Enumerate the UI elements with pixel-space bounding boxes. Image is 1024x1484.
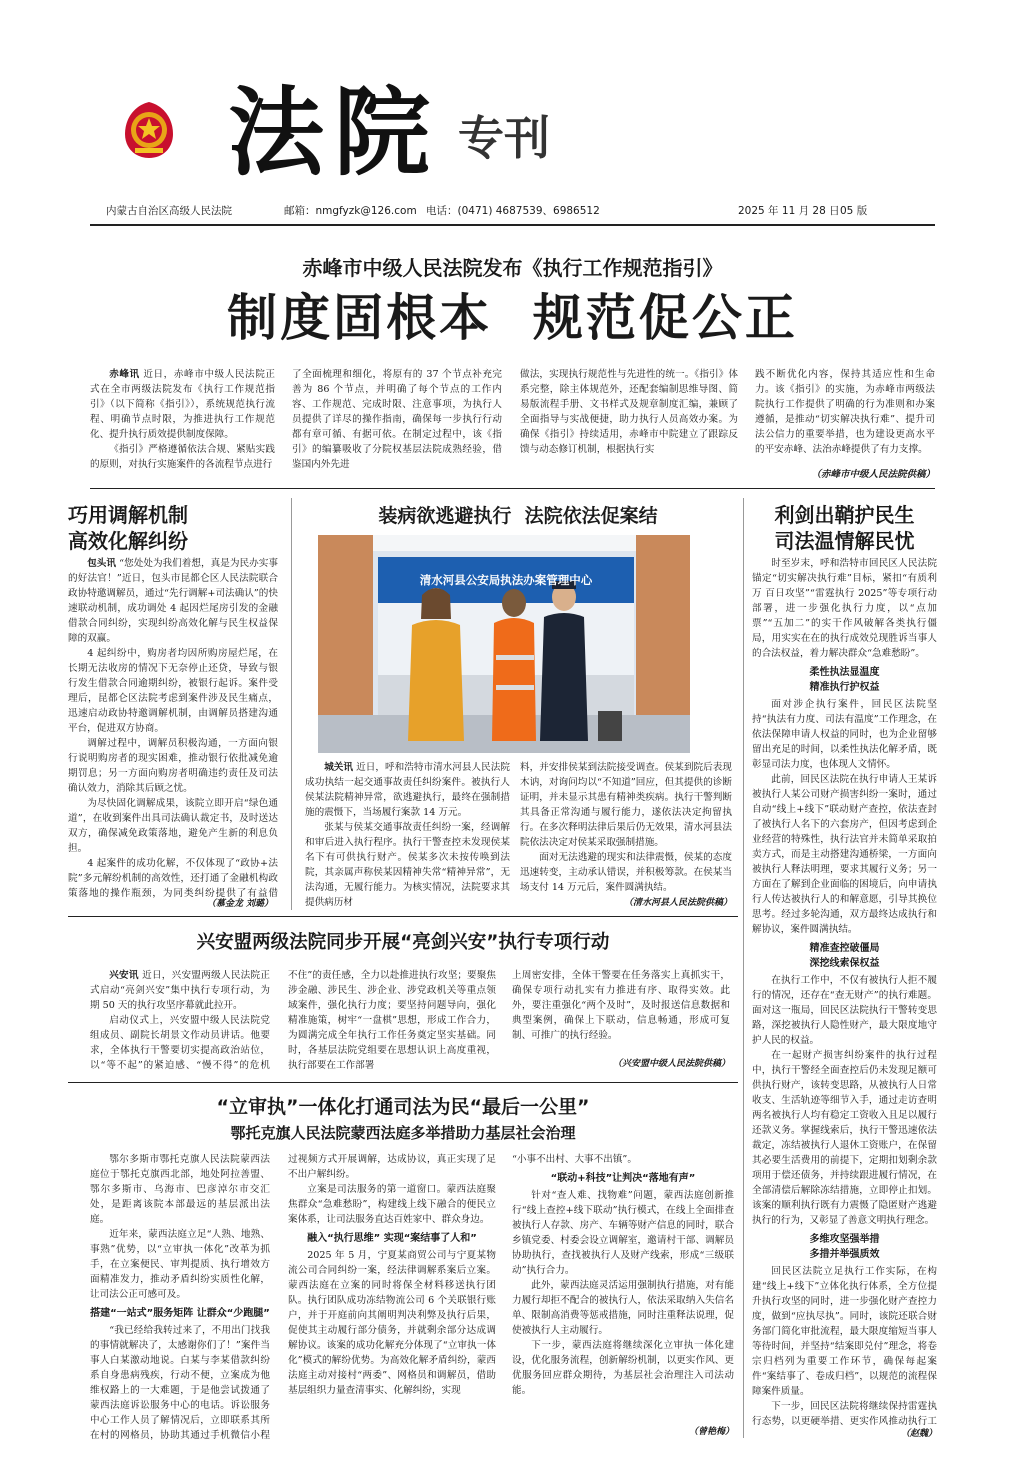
masthead-info-bar	[106, 203, 926, 219]
emblem-icon	[121, 100, 177, 160]
photo-sign-text: 清水河县公安局执法办案管理中心	[419, 573, 593, 587]
page-number: 05 版	[840, 205, 868, 217]
divider-right	[743, 498, 744, 918]
article-center-credit: （清水河县人民法院供稿）	[623, 898, 732, 908]
xinganmeng-credit: （兴安盟中级人民法院供稿）	[612, 1059, 730, 1069]
ordos-subhead-3: “联动+科技”让判决“落地有声”	[550, 1173, 696, 1184]
article-left-body: 包头讯 “您处处为我们着想，真是为民办实事的好法官！”近日，包头市昆都仑区人民法院联合政协特邀调解员，通过“先行调解+司法确认”的快速联动机制，成功调处 4 起因烂尾房引发的金融借款合同纠纷，实现纠纷高效化解与民生权益保障的双赢。 4 起纠纷中，购房者均因所购房屋烂尾，在长期无法收房的情况下无奈停止还贷，导致与银行发生借款合同逾期纠纷，被银行起诉。案件受理后，昆都仑区法院考虑到案件涉及民生痛点，迅速启动政协特邀调解机制，由调解员搭建沟通平台，促进双方协商。 调解过程中，调解员积极沟通，一方面向银行说明购房者的现实困难，推动银行依批减免逾期罚息；另一方面向购房者明确违约责任及司法确认效力，消除其后顾之忧。 为尽快固化调解成果，该院立即开启“绿色通道”，在收到案件出具司法确认裁定书，及时送达双方，确保减免政策落地，避免产生新的利息负担。 4 起案件的成功化解，不仅体现了“政协+法院”多元解纷机制的高效性，还打通了金融机构政策落地的操作瓶颈，为同类纠纷提供了有益借	[68, 558, 278, 899]
article1-col3: 做法，实现执行规范性与先进性的统一。《指引》体系完整，除主体规范外，还配套编制思维导图、简易版流程手册、文书样式及规章制度汇编，兼顾了全面指导与实战便捷，助力执行人员高效办案。为确保《指引》持续适用，赤峰市中院建立了跟踪反馈与动态修订机制，根据执行实	[520, 369, 738, 455]
ordos-col3: “小事不出村、大事不出镇”。 “联动+科技”让判决“落地有声” 针对“查人难、找物难”问题，蒙西法庭创新推行“线上查控+线下联动”执行模式，在线上全面排查被执行人存款、房产、车辆等财产信息的同时，联合乡镇党委、村委会设立调解室，邀请村干部、调解员协助执行，查找被执行人及财产线索，形成“三级联动”执行合力。 此外，蒙西法庭灵活运用强制执行措施，对有能力履行却拒不配合的被执行人，依法采取纳入失信名单、限制高消费等惩戒措施，同时注重释法说理，促使被执行人主动履行。 下一步，蒙西法庭将继续深化立审执一体化建设，优化服务流程，创新解纷机制，以更实作风、更优服务回应群众期待，为基层社会治理注入司法动能。	[512, 1154, 734, 1396]
court-name: 内蒙古自治区高级人民法院	[106, 205, 232, 217]
article-center-col2: 料，并安排侯某到法院接受调查。侯某到院后表现木讷，对询问均以“不知道”回应，但其提供的诊断证明，并未显示其患有精神类疾病。执行干警判断其具备正常沟通与履行能力，遂依法决定拘留执行。在多次释明法律后果后仍无效果，清水河县法院依法决定对侯某采取强制措施。 面对无法逃避的现实和法律震慑，侯某的态度迅速转变，主动承认错误，并积极筹款。在侯某当场支付 14 万元后，案件圆满执结。	[520, 762, 732, 893]
article-right-headline: 利剑出鞘护民生 司法温情解民忧	[774, 503, 915, 553]
xinganmeng-col2: 不住”的责任感，全力以赴推进执行攻坚；要聚焦涉金融、涉民生、涉企业、涉党政机关等重点领域案件，强化执行力度；要坚持问题导向，强化精准施策，树牢“一盘棋”思想，形成工作合力，为圆满完成全年执行工作任务奠定坚实基础。同时，各基层法院党组要在思想认识上高度重视，执行部要在工作部署	[288, 970, 496, 1071]
email: 邮箱：nmgfyzk@126.com	[284, 205, 417, 217]
xinganmeng-headline: 兴安盟两级法院同步开展“亮剑兴安”执行专项行动	[196, 932, 610, 953]
article-center-photo	[318, 535, 690, 753]
masthead-subtitle: 专刊	[458, 111, 550, 165]
article-right-credit: （赵魏）	[900, 1429, 937, 1439]
article1-credit: （赤峰市中级人民法院供稿）	[811, 469, 935, 480]
xinganmeng-col1: 兴安讯 近日，兴安盟两级人民法院正式启动“亮剑兴安”集中执行专项行动，为期 50 天的执行攻坚序幕就此拉开。 启动仪式上，兴安盟中级人民法院党组成员、副院长胡景文作动员讲话。他要求，全体执行干警要切实提高政治站位，以“等不起”的紧迫感、“慢不得”的危机	[90, 970, 270, 1071]
article1-headline: 制度固根本 规范促公正	[227, 289, 798, 347]
article-center-headline: 装病欲逃避执行 法院依法促案结	[378, 505, 658, 527]
article1-bottom-rule	[90, 488, 935, 489]
divider-right-lower	[743, 918, 744, 1438]
article1-col1: 赤峰讯 近日，赤峰市中级人民法院正式在全市两级法院发布《执行工作规范指引》（以下简称《指引》），系统规范执行流程、明确节点时限，为推进执行工作规范化、提升执行质效提供制度保障。 《指引》严格遵循依法合规、紧贴实践的原则，对执行实施案件的各流程节点进行	[90, 369, 275, 470]
article-left-credit: （慕金龙 刘璐）	[206, 899, 273, 909]
masthead-title	[228, 78, 440, 188]
ordos-subheadline: 鄂托克旗人民法院蒙西法庭多举措助力基层社会治理	[230, 1124, 576, 1142]
article-left-headline: 巧用调解机制 高效化解纠纷	[68, 503, 188, 553]
phone: 电话：(0471) 4687539、6986512	[426, 205, 600, 217]
ordos-credit: （曾艳梅）	[688, 1427, 734, 1437]
masthead-char-yuan: 院	[334, 76, 440, 189]
photo-illustration	[318, 535, 690, 753]
article-center-col1: 城关讯 近日，呼和浩特市清水河县人民法院成功执结一起交通事故责任纠纷案件。被执行人侯某法院精神异常，欲逃避执行，最终在强制措施的震慑下，当场履行案款 14 万元。 张某与侯某交通事故责任纠纷一案，经调解和审后进入执行程序。执行干警查控未发现侯某名下有可供执行财产。侯某多次未按传唤到法院，其亲属声称侯某因精神失常“精神异常”，无法沟通，无履行能力。为核实情况，法院要求其提供病历材	[305, 762, 510, 908]
masthead-char-fa: 法	[228, 76, 334, 189]
xinganmeng-top-rule	[68, 916, 738, 917]
ordos-top-rule	[68, 1082, 738, 1083]
ordos-subhead-1: 搭建“一站式”服务矩阵 让群众“少跑腿”	[90, 1308, 270, 1319]
ordos-subhead-2: 融入“执行思维” 实现“案结事了人和”	[307, 1233, 477, 1244]
article-right-body: 时至岁末，呼和浩特市回民区人民法院锚定“切实解决执行难”目标，紧扣“有质利万 百日攻坚”“雷霆执行 2025”等专项行动部署，进一步强化执行力度，以“点加票”“五加二”的实干作风破解各类执行僵局，用实实在在的执行成效兑现胜诉当事人的合法权益，着力解决群众“急难愁盼”。 柔性执法显温度 精准执行护权益 面对涉企执行案件，回民区法院坚持“执法有力度、司法有温度”工作理念，在依法保障申请人权益的同时，也为企业留够留出充足的时间，以柔性执法化解矛盾，既彰显司法力度，也体现人文情怀。 此前，回民区法院在执行申请人王某诉被执行人某公司财产损害纠纷一案时，通过自动“线上+线下”联动财产查控，依法查封了被执行人名下的六套房产，但因考虑到企业经营的特殊性，执行法官并未简单采取拍卖方式，而是主动搭建沟通桥梁，一方面向被执行人释法明理，要求其履行义务；另一方面在了解到企业面临的困境后，向申请执行人传达被执行人的和解意愿，引导其换位思考。经过多轮沟通，双方最终达成执行和解协议，案件圆满执结。 精准查控破僵局 深挖线索保权益 在执行工作中，不仅有被执行人拒不履行的情况，还存在“查无财产”的执行难题。面对这一瓶局，回民区法院执行干警转变思路，深挖被执行人隐性财产，最大限度地守护人民的权益。 在一起财产损害纠纷案件的执行过程中，执行干警经全面查控后仍未发现足额可供执行财产，该转变思路，从被执行人日常收支、生活轨迹等细节入手，通过走访查明两名被执行人均有稳定工资收入且足以履行还款义务。掌握线索后，执行干警迅速依法裁定，冻结被执行人退休工资账户，在保留其必要生活费用的前提下，定期扣划剩余款项用于偿还债务，并持续跟进履行情况，在全部清偿后解除冻结措施，立即停止扣划。该案的顺利执行既有力震慑了隐匿财产逃避执行的行为，又彰显了善意文明执行理念。 多维攻坚强举措 多措并举强质效 回民区法院立足执行工作实际，在构建“线上+线下”立体化执行体系，全方位提升执行攻坚的同时，进一步强化财产查控力度，做到“应执尽执”。同时，该院还联合财务部门简化审批流程，最大限度缩短当事人等待时间，并坚持“结案即兑付”理念，将卷宗归档列为重要工作环节，确保每起案件“案结事了、卷成归档”，以规范的流程保障案件质量。 下一步，回民区法院将继续保持雷霆执行态势，以更硬举措、更实作风推动执行工	[752, 558, 937, 1426]
ordos-col1: 鄂尔多斯市鄂托克旗人民法院蒙西法庭位于鄂托克旗西北部，地处阿拉善盟、鄂尔多斯市、乌海市、巴彦淖尔市交汇处，是距离该院本部最远的基层派出法庭。 近年来，蒙西法庭立足“人熟、地熟、事熟”优势，以“立审执一体化”改革为抓手，在立案便民、审判提质、执行增效方面精准发力，推动矛盾纠纷实质性化解，让司法公正可感可及。 搭建“一站式”服务矩阵 让群众“少跑腿” “我已经给我转过来了，不用出门找我的事情就解决了，太感谢你们了！”案件当事人白某激动地说。白某与李某借款纠纷系自身患病残疾，行动不便，立案成为他维权路上的一大难题，于是他尝试拨通了蒙西法庭诉讼服务中心的电话。诉讼服务中心工作人员了解情况后，立即联系其所在村的网格员，协助其通过手机微信小程	[90, 1154, 270, 1441]
article1-col2: 了全面梳理和细化，将原有的 37 个节点补充完善为 86 个节点，并明确了每个节点的工作内容、工作规范、完成时限、注意事项，为执行人员提供了详尽的操作指南，确保每一步执行行动都有章可循、有据可依。在制定过程中，该《指引》的编纂吸收了分院权基层法院成熟经验，借鉴国内外先进	[292, 369, 502, 470]
article1-col4: 践不断优化内容，保持其适应性和生命力。该《指引》的实施，为赤峰市两级法院执行工作提供了明确的行为准则和办案遵循，是推动“切实解决执行难”、提升司法公信力的重要举措，也为建设更高水平的平安赤峰、法治赤峰提供了有力支撑。	[755, 369, 935, 455]
issue-date: 2025 年 11 月 28 日	[738, 205, 840, 217]
ordos-headline: “立审执”一体化打通司法为民“最后一公里”	[216, 1096, 590, 1118]
court-emblem	[121, 100, 177, 160]
divider-left	[291, 498, 292, 910]
article1-kicker: 赤峰市中级人民法院发布《执行工作规范指引》	[302, 256, 723, 280]
xinganmeng-col3: 上周密安排，全体干警要在任务落实上真抓实干，确保专项行动扎实有力推进有序、取得实效。此外，要注重强化“两个及时”，及时报送信息数据和典型案例，确保上下联动，信息畅通，形成可复制、可推广的执行经验。	[512, 970, 730, 1041]
ordos-col2: 过视频方式开展调解，达成协议，真正实现了足不出户解纠纷。 立案是司法服务的第一道窗口。蒙西法庭聚焦群众“急难愁盼”，构建线上线下融合的便民立案体系，让司法服务直达百姓家中、群众身边。 融入“执行思维” 实现“案结事了人和” 2025 年 5 月，宁夏某商贸公司与宁夏某物流公司合同纠纷一案，经法律调解系案后立案。蒙西法庭在立案的同时将保全材料移送执行团队。执行团队成功冻结物流公司 6 个关联银行账户，并于开庭前向其阐明判决利弊及执行后果，促使其主动履行部分债务，并就剩余部分达成调解协议。该案的成功化解充分体现了“立审执一体化”模式的解纷优势。为高效化解矛盾纠纷，蒙西法庭主动对接村“两委”、网格员和调解员，借助基层组织力量查清事实、化解纠纷，实现	[288, 1154, 496, 1396]
article1-byline: 赤峰讯	[109, 369, 140, 380]
masthead-rule	[90, 224, 935, 226]
